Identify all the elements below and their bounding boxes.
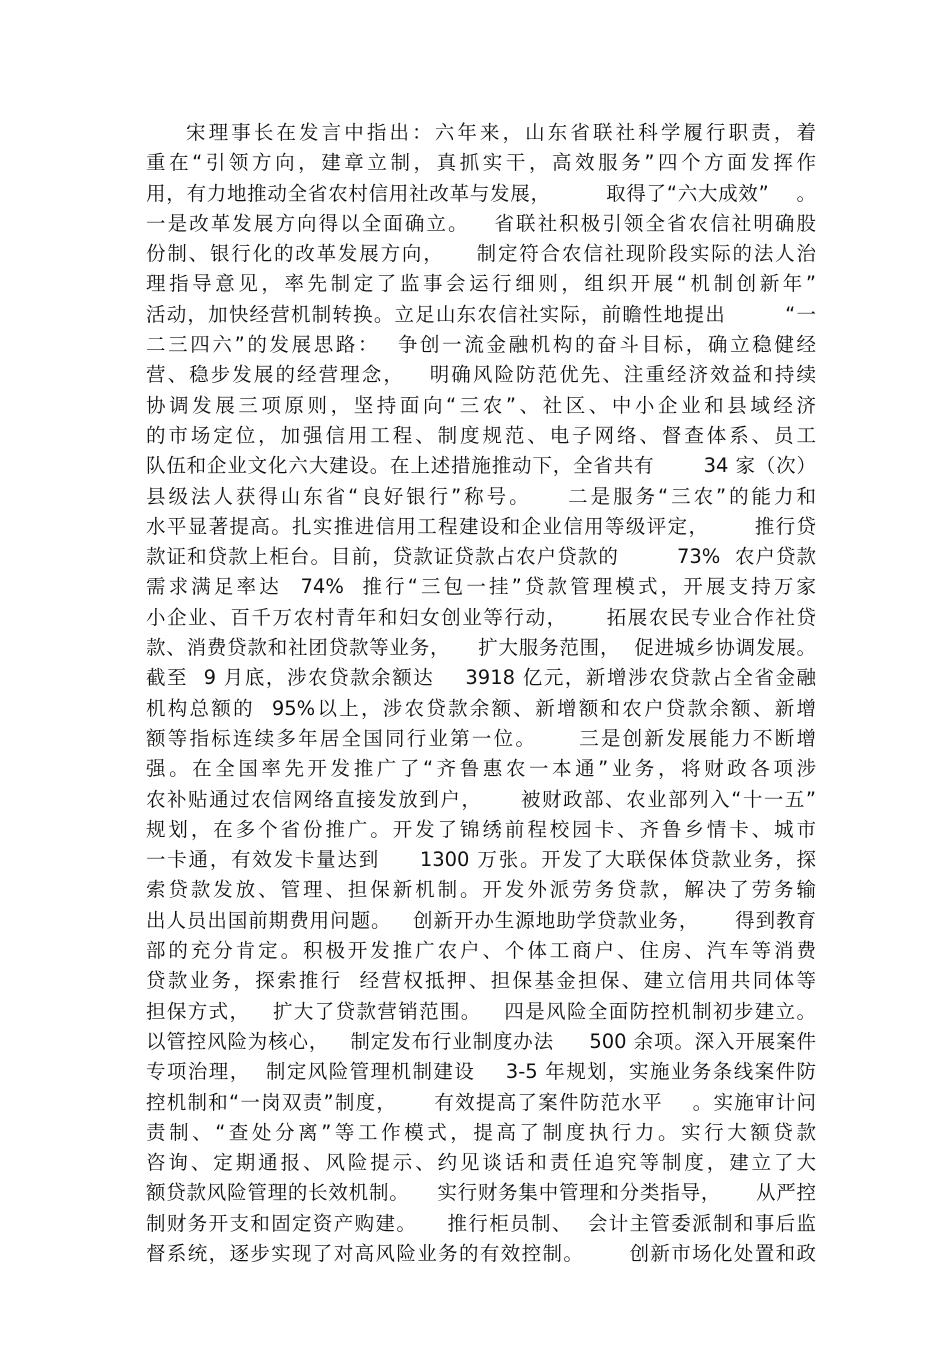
text-line: 担保方式， 扩大了贷款营销范围。 四是风险全面防控机制初步建立。: [146, 999, 816, 1023]
text-line: 宋理事长在发言中指出：六年来，山东省联社科学履行职责，着: [186, 121, 816, 144]
text-line: 制财务开支和固定资产购建。 推行柜员制、 会计主管委派制和事后监: [146, 1211, 816, 1235]
text-line: 需求满足率达 74% 推行“三包一挂”贷款管理模式，开展支持万家: [146, 575, 816, 599]
text-line: 截至 9 月底，涉农贷款余额达 3918 亿元，新增涉农贷款占全省金融: [146, 666, 816, 690]
text-line: 营、稳步发展的经营理念， 明确风险防范优先、注重经济效益和持续: [146, 363, 816, 387]
text-line: 规划，在多个省份推广。开发了锦绣前程校园卡、齐鲁乡情卡、城市: [146, 817, 816, 841]
text-line: 机构总额的 95%以上，涉农贷款余额、新增额和农户贷款余额、新增: [146, 696, 816, 720]
text-line: 重在“引领方向，建章立制，真抓实干，高效服务”四个方面发挥作: [146, 151, 816, 175]
text-line: 部的充分肯定。积极开发推广农户、个体工商户、住房、汽车等消费: [146, 939, 816, 963]
text-line: 一卡通，有效发卡量达到 1300 万张。开发了大联保体贷款业务，探: [146, 848, 816, 872]
text-line: 款、消费贷款和社团贷款等业务， 扩大服务范围， 促进城乡协调发展。: [146, 636, 816, 660]
text-line: 县级法人获得山东省“良好银行”称号。 二是服务“三农”的能力和: [146, 484, 816, 508]
text-line: 活动，加快经营机制转换。立足山东农信社实际，前瞻性地提出 “一: [146, 302, 816, 326]
text-line: 额贷款风险管理的长效机制。 实行财务集中管理和分类指导， 从严控: [146, 1181, 816, 1205]
text-line: 索贷款发放、管理、担保新机制。开发外派劳务贷款，解决了劳务输: [146, 878, 816, 902]
text-line: 贷款业务，探索推行 经营权抵押、担保基金担保、建立信用共同体等: [146, 969, 816, 993]
text-line: 额等指标连续多年居全国同行业第一位。 三是创新发展能力不断增: [146, 726, 816, 750]
text-line: 控机制和“一岗双责”制度， 有效提高了案件防范水平 。实施审计问: [146, 1090, 816, 1114]
text-line: 以管控风险为核心， 制定发布行业制度办法 500 余项。深入开展案件: [146, 1029, 816, 1053]
text-line: 的市场定位，加强信用工程、制度规范、电子网络、督查体系、员工: [146, 423, 816, 447]
text-line: 二三四六”的发展思路： 争创一流金融机构的奋斗目标，确立稳健经: [146, 333, 816, 357]
text-line: 小企业、百千万农村青年和妇女创业等行动， 拓展农民专业合作社贷: [146, 605, 816, 629]
text-line: 责制、“查处分离”等工作模式，提高了制度执行力。实行大额贷款: [146, 1120, 816, 1144]
text-line: 一是改革发展方向得以全面确立。 省联社积极引领全省农信社明确股: [146, 211, 816, 235]
text-line: 强。在全国率先开发推广了“齐鲁惠农一本通”业务，将财政各项涉: [146, 757, 816, 781]
body-paragraph: [146, 118, 816, 1269]
text-line: 水平显著提高。扎实推进信用工程建设和企业信用等级评定， 推行贷: [146, 514, 816, 538]
text-line: 用，有力地推动全省农村信用社改革与发展， 取得了“六大成效” 。: [146, 181, 816, 205]
text-line: 款证和贷款上柜台。目前，贷款证贷款占农户贷款的 73% 农户贷款: [146, 545, 816, 569]
text-line: 份制、银行化的改革发展方向， 制定符合农信社现阶段实际的法人治: [146, 242, 816, 266]
text-line: 农补贴通过农信网络直接发放到户， 被财政部、农业部列入“十一五”: [146, 787, 816, 811]
text-line: 出人员出国前期费用问题。 创新开办生源地助学贷款业务， 得到教育: [146, 908, 816, 932]
text-line: 协调发展三项原则，坚持面向“三农”、社区、中小企业和县域经济: [146, 393, 816, 417]
text-line: 专项治理， 制定风险管理机制建设 3-5 年规划，实施业务条线案件防: [146, 1060, 816, 1084]
text-line: 督系统，逐步实现了对高风险业务的有效控制。 创新市场化处置和政: [146, 1241, 816, 1265]
text-line: 咨询、定期通报、风险提示、约见谈话和责任追究等制度，建立了大: [146, 1151, 816, 1175]
text-line: 理指导意见，率先制定了监事会运行细则，组织开展“机制创新年”: [146, 272, 816, 296]
text-line: 队伍和企业文化六大建设。在上述措施推动下，全省共有 34 家（次）: [146, 454, 816, 478]
